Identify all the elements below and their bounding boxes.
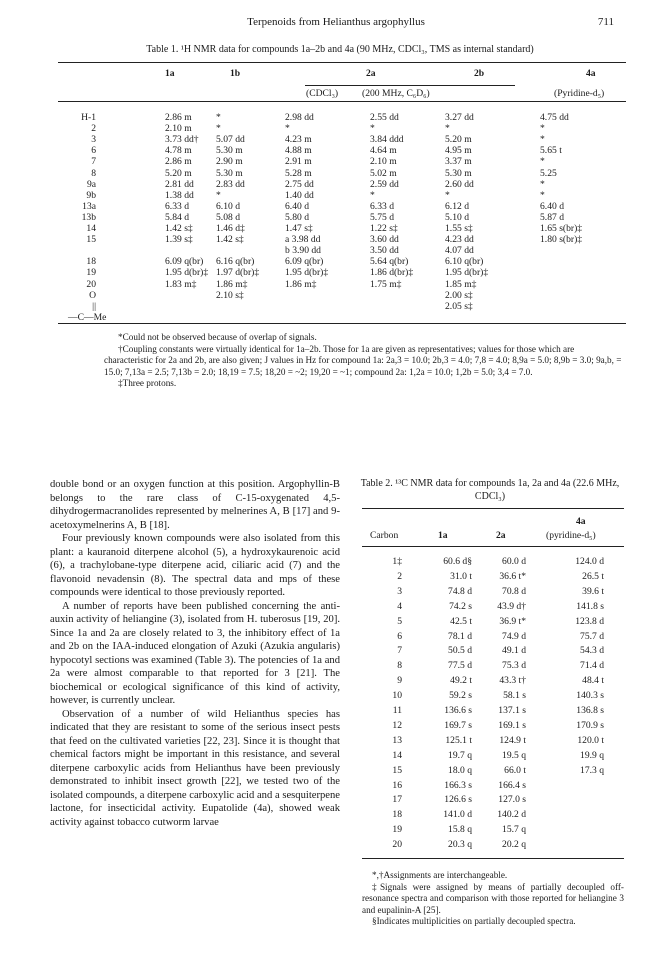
- table1-cell-2a-cdcl3: 1.40 dd: [285, 189, 314, 201]
- table2-cell-4a: 39.6 t: [582, 585, 604, 597]
- table1-cell-label: O: [89, 289, 96, 301]
- table1-cell-label: 7: [91, 156, 96, 168]
- table2-cell-4a: [556, 794, 604, 806]
- table2-cell-1a: 60.6 d§: [443, 556, 472, 567]
- table2-header-1a: 1a: [438, 530, 448, 541]
- table2-cell-1a: 15.8 q: [448, 824, 472, 836]
- table1-cell-2b: 1.95 d(br)‡: [445, 267, 489, 279]
- table2-cell-2a: 166.4 s: [498, 779, 526, 791]
- table1-cell-1b: 1.46 d‡: [216, 223, 245, 234]
- table2-cell-4a: 75.7 d: [580, 630, 604, 642]
- table2-footnote: §Indicates multiplicities on partially decoupled spectra.: [372, 916, 576, 926]
- table1-cell-1b: *: [216, 112, 221, 123]
- table1-cell-2a-cdcl3: 6.09 q(br): [285, 256, 324, 268]
- table1-cell-4a: 1.80 s(br)‡: [540, 234, 583, 246]
- table1-cell-2b: *: [445, 123, 450, 135]
- table1-col-1b: 1b: [230, 68, 241, 79]
- table2-cell-4a: 26.5 t: [582, 570, 604, 582]
- body-text-column: [50, 478, 340, 829]
- body-paragraph: A number of reports have been published concerning the anti-auxin activity of heliangine (3), isolated from H. tuberosus [19, 20]. Since 1a and 2a are closely related to 3, the inhibitory effect of 1a and 2b on the IAA-induced elongation of Azuki (Azukia angularis) hypocotyl sections was examined (Table 3). The potencies of 1a and 2a were almost comparable to that reported for 3 [21]. The biochemical or ecological significance of this kind of activity, however, is currently unclear.: [50, 600, 340, 706]
- table1-cell-label: 20: [86, 278, 96, 290]
- table2-cell-2a: 75.3 d: [502, 660, 526, 672]
- table1-cell-2a-cdcl3: 4.23 m: [285, 134, 312, 146]
- table1-cell-2a-c6d6: 6.33 d: [370, 200, 394, 212]
- table2-cell-4a: 136.8 s: [576, 705, 604, 716]
- table1-cell-2b: 5.30 m: [445, 167, 472, 179]
- table1-cell-1b: *: [216, 123, 221, 135]
- table1-cell-1b: 1.86 m‡: [216, 278, 248, 290]
- table1-cell-2a-cdcl3: 5.80 d: [285, 211, 309, 223]
- table1-cell-1b: 6.10 d: [216, 200, 240, 212]
- table1-cell-1b: 5.07 dd: [216, 134, 245, 146]
- table2-cell-carbon: 13: [392, 734, 402, 746]
- table1-subhead-pyridine: (Pyridine-d₅): [554, 88, 605, 99]
- table2-cell-carbon: 8: [397, 660, 402, 672]
- table2-cell-4a: 19.9 q: [580, 749, 604, 761]
- table1-cell-1a: 2.86 m: [165, 156, 192, 168]
- table1-cell-4a: 5.25: [540, 167, 557, 179]
- table2-cell-carbon: 12: [392, 719, 402, 731]
- table1-cell-label: H-1: [81, 112, 96, 123]
- table1-cell-2b: 4.95 m: [445, 145, 472, 157]
- table2-cell-1a: 20.3 q: [448, 839, 472, 851]
- table2-cell-2a: 20.2 q: [502, 839, 526, 851]
- table2-header-2a: 2a: [496, 530, 506, 541]
- table2-cell-carbon: 2: [397, 570, 402, 582]
- table1-cell-label: 8: [91, 167, 96, 179]
- table2-cell-1a: 136.6 s: [444, 705, 472, 716]
- table1-cell-2a-c6d6: *: [370, 189, 375, 201]
- table2-head-rule: [362, 546, 624, 547]
- table2-cell-4a: 120.0 t: [577, 734, 604, 746]
- table2-cell-2a: 70.8 d: [502, 585, 526, 597]
- table1-cell-label: 19: [86, 267, 96, 279]
- table2-cell-2a: 169.1 s: [498, 719, 526, 731]
- table2-cell-1a: 49.2 t: [450, 675, 472, 687]
- table2-cell-carbon: 15: [392, 764, 402, 776]
- table2-cell-1a: 126.6 s: [444, 794, 472, 806]
- table2-cell-4a: 124.0 d: [575, 556, 604, 567]
- body-paragraph: Four previously known compounds were also isolated from this plant: a kauranoid diterpene alcohol (5), a hydroxykaurenoic acid (6), a trachylobane-type diterpene acid, ciliaric acid (7) and the flavonoid nevadensin (8). The spectral data and mps of these compounds were identical to those previously reported.: [50, 533, 340, 598]
- table2-header-pyridine: (pyridine-d₅): [546, 530, 596, 541]
- table1-cell-1a: 2.86 m: [165, 112, 192, 123]
- table1-cell-2a-c6d6: 2.10 m: [370, 156, 397, 168]
- table1-cell-label: 13b: [81, 211, 96, 223]
- table1-cell-1b: 2.83 dd: [216, 178, 245, 190]
- table1-footnote: ‡Three protons.: [118, 378, 177, 388]
- table1-cell-1a: 6.09 q(br): [165, 256, 204, 268]
- table1-group-rule: [305, 85, 515, 86]
- table1-cell-1b: *: [216, 189, 221, 201]
- table1-cell-1b: 2.10 s‡: [216, 289, 244, 301]
- table1-cell-label: 9a: [86, 178, 96, 190]
- table1-cell-1a: 1.83 m‡: [165, 278, 197, 290]
- table1-cell-2a-cdcl3: 1.95 d(br)‡: [285, 267, 329, 279]
- table1-col-1a: 1a: [165, 68, 175, 79]
- table1-cell-2a-cdcl3: 2.75 dd: [285, 178, 314, 190]
- table1-cell-1a: 1.38 dd: [165, 189, 194, 201]
- table1-cell-2b: 1.85 m‡: [445, 278, 477, 290]
- table2-cell-4a: [556, 809, 604, 821]
- table2-cell-1a: 19.7 q: [448, 749, 472, 761]
- table1-col-2a: 2a: [366, 68, 376, 79]
- table2-header-carbon: Carbon: [370, 530, 399, 541]
- table2-cell-carbon: 11: [392, 705, 402, 716]
- table2-cell-1a: 125.1 t: [445, 734, 472, 746]
- table1-cell-2a-c6d6: 1.22 s‡: [370, 223, 398, 234]
- table2-cell-carbon: 1‡: [392, 556, 402, 567]
- table1-cell-label: [68, 245, 96, 256]
- table1-col-2b: 2b: [474, 68, 485, 79]
- table1-cell-label: 15: [86, 234, 96, 246]
- table2-cell-4a: [556, 824, 604, 836]
- table2-cell-2a: 36.9 t*: [499, 615, 526, 627]
- table1-cell-2a-c6d6: 3.60 dd: [370, 234, 399, 246]
- table2-cell-carbon: 7: [397, 645, 402, 657]
- table1-cell-2a-c6d6: 5.02 m: [370, 167, 397, 179]
- table1-cell-4a: *: [540, 156, 545, 168]
- table1-cell-2a-cdcl3: *: [285, 123, 290, 135]
- table1-subhead-c6d6: (200 MHz, C₆D₆): [362, 88, 430, 99]
- table1-footnote: †Coupling constants were virtually identical for 1a–2b. Those for 1a are given as representatives; values for those which are characteristic for 2a and 2b, are also given; J values in Hz for compound 1a: 2a,3 = 10.0; 2b,3 = 4.0; 7,8 = 4.0; 8,9a = 5.0; 8,9b = 3.0; 9a,b, = 15.0; 7,13a = 2.5; 7,13b = 2.0; 18,19 = 7.5; 18,20 = ~2; 19,20 = ~1; compound 2a: 1,2a = 10.0; 1,2b = 5.0; 3,4 = 7.0.: [104, 343, 622, 377]
- table2-footnote: ‡Signals were assigned by means of partially decoupled off-resonance spectra and comparison with those reported for heliangine 3 and eupalinin-A [25].: [362, 881, 624, 915]
- table1-cell-2a-c6d6: 2.55 dd: [370, 112, 399, 123]
- table1-cell-4a: *: [540, 178, 545, 190]
- table1-cell-label: 13a: [82, 200, 96, 212]
- table1-cell-2b: 5.10 d: [445, 211, 469, 223]
- table2-cell-2a: 66.0 t: [504, 764, 526, 776]
- table2-cell-2a: 74.9 d: [502, 630, 526, 642]
- table2-cell-carbon: 16: [392, 779, 402, 791]
- table1-cell-label: 3: [91, 134, 96, 146]
- table1-cell-4a: *: [540, 189, 545, 201]
- table2-cell-1a: 141.0 d: [443, 809, 472, 821]
- table1-cell-4a: 6.40 d: [540, 200, 564, 212]
- table2-cell-4a: 123.8 d: [575, 615, 604, 627]
- table1-cell-1b: 5.30 m: [216, 145, 243, 157]
- table1-cell-1b: 5.30 m: [216, 167, 243, 179]
- table1-cell-label: —C—Me: [68, 311, 107, 323]
- table1-cell-2b: 2.60 dd: [445, 178, 474, 190]
- table2-cell-1a: 31.0 t: [450, 570, 472, 582]
- table1-cell-2a-c6d6: 5.75 d: [370, 211, 394, 223]
- table2-cell-1a: 42.5 t: [450, 615, 472, 627]
- table1-cell-4a: 4.75 dd: [540, 112, 569, 123]
- table1-cell-2b: 1.55 s‡: [445, 223, 473, 234]
- table1-cell-2a-cdcl3: 4.88 m: [285, 145, 312, 157]
- table2-cell-4a: 170.9 s: [576, 719, 604, 731]
- table1-cell-1a: 4.78 m: [165, 145, 192, 157]
- table1-top-rule: [58, 62, 626, 63]
- table1-cell-label: ||: [92, 300, 96, 312]
- table2-cell-4a: 48.4 t: [582, 675, 604, 687]
- table2-footnotes: [362, 870, 624, 928]
- table1-cell-1a: 2.10 m: [165, 123, 192, 135]
- table1-cell-2a-cdcl3: b 3.90 dd: [285, 245, 321, 257]
- table2-cell-1a: 78.1 d: [448, 630, 472, 642]
- table2-cell-carbon: 18: [392, 809, 402, 821]
- table1-cell-label: 2: [91, 123, 96, 135]
- table1-cell-2b: *: [445, 189, 450, 201]
- table1-cell-1b: 5.08 d: [216, 211, 240, 223]
- table2-cell-carbon: 9: [397, 675, 402, 687]
- table1-cell-2b: 5.20 m: [445, 134, 472, 146]
- table1-cell-1b: 1.42 s‡: [216, 234, 244, 246]
- table2-cell-2a: 140.2 d: [497, 809, 526, 821]
- table2-cell-1a: 18.0 q: [448, 764, 472, 776]
- table1-body: [0, 112, 672, 322]
- table2-cell-4a: [556, 839, 604, 851]
- table2-cell-1a: 169.7 s: [444, 719, 472, 731]
- table2-cell-2a: 127.0 s: [498, 794, 526, 806]
- table1-footnotes: [104, 332, 624, 390]
- table2-cell-2a: 43.3 t†: [499, 675, 526, 687]
- table1-cell-2a-cdcl3: 1.47 s‡: [285, 223, 313, 234]
- table1-cell-2a-c6d6: 5.64 q(br): [370, 256, 409, 268]
- table1-col-4a: 4a: [586, 68, 596, 79]
- table1-cell-2a-cdcl3: 1.86 m‡: [285, 278, 317, 290]
- table1-cell-label: 18: [86, 256, 96, 268]
- table1-cell-1a: 1.42 s‡: [165, 223, 193, 234]
- table2-cell-carbon: 6: [397, 630, 402, 642]
- table1-head-rule: [58, 101, 626, 102]
- table1-footnote: *Could not be observed because of overlap of signals.: [118, 332, 317, 342]
- table2-cell-4a: 140.3 s: [576, 690, 604, 702]
- table1-cell-2b: 3.27 dd: [445, 112, 474, 123]
- table1-cell-2a-c6d6: 1.75 m‡: [370, 278, 402, 290]
- table1-caption: Table 1. ¹H NMR data for compounds 1a–2b and 4a (90 MHz, CDCl₃, TMS as internal standard): [146, 44, 534, 55]
- table1-cell-1a: 1.39 s‡: [165, 234, 193, 246]
- body-paragraph: Observation of a number of wild Helianthus species has indicated that they are resistant to some of the serious insect pests that feed on the cultivated varieties [22, 23]. Since it is thought that chemical factors might be important in this resistance, and several diterpene carboxylic acids from Helianthus have been previously demonstrated to inhibit insect growth [22], we tested two of the isolated compounds, a diterpene carboxylic acid and a sesquiterpene lactone, for insecticidal activity. Eupatolide (4a), showed weak activity against tobacco cutworm larvae: [50, 708, 340, 828]
- table1-cell-2a-cdcl3: a 3.98 dd: [285, 234, 321, 246]
- table2-cell-1a: 74.2 s: [449, 600, 472, 612]
- table2-cell-2a: 137.1 s: [498, 705, 526, 716]
- table2-cell-1a: 77.5 d: [448, 660, 472, 672]
- table1-cell-2a-cdcl3: 6.40 d: [285, 200, 309, 212]
- table1-cell-4a: 1.65 s(br)‡: [540, 223, 583, 234]
- table1-cell-1a: 6.33 d: [165, 200, 189, 212]
- table2-cell-2a: 124.9 t: [499, 734, 526, 746]
- table1-cell-4a: *: [540, 134, 545, 146]
- table2-cell-4a: [556, 780, 604, 792]
- table1-cell-2a-c6d6: 3.50 dd: [370, 245, 399, 257]
- table1-cell-label: 6: [91, 145, 96, 157]
- table2-cell-carbon: 4: [397, 600, 402, 612]
- table1-cell-2b: 6.12 d: [445, 200, 469, 212]
- table1-cell-1b: 6.16 q(br): [216, 256, 255, 268]
- table2-bottom-rule: [362, 858, 624, 859]
- table1-cell-2a-cdcl3: 5.28 m: [285, 167, 312, 179]
- table1-cell-4a: 5.87 d: [540, 211, 564, 223]
- running-head-title: Terpenoids from Helianthus argophyllus: [247, 16, 425, 28]
- table2-cell-2a: 43.9 d†: [497, 600, 526, 612]
- table2-cell-carbon: 3: [397, 585, 402, 597]
- table1-cell-2a-c6d6: 4.64 m: [370, 145, 397, 157]
- page-number: 711: [597, 16, 614, 28]
- table1-cell-label: 14: [86, 223, 96, 234]
- table2-cell-carbon: 20: [392, 839, 402, 851]
- table1-cell-1b: 2.90 m: [216, 156, 243, 168]
- table2-caption: Table 2. ¹³C NMR data for compounds 1a, 2a and 4a (22.6 MHz, CDCl₃): [360, 478, 620, 502]
- table1-cell-4a: *: [540, 123, 545, 135]
- table2-cell-1a: 166.3 s: [444, 779, 472, 791]
- table1-cell-2b: 3.37 m: [445, 156, 472, 168]
- table2-cell-2a: 58.1 s: [503, 690, 526, 702]
- table2-top-rule: [362, 508, 624, 509]
- table2-cell-carbon: 5: [397, 615, 402, 627]
- table1-cell-2b: 6.10 q(br): [445, 256, 484, 268]
- table1-cell-1a: 5.84 d: [165, 211, 189, 223]
- table2-cell-carbon: 17: [392, 794, 402, 806]
- table2-cell-1a: 74.8 d: [448, 585, 472, 597]
- table1-cell-1a: 1.95 d(br)‡: [165, 267, 209, 279]
- table1-cell-1a: 2.81 dd: [165, 178, 194, 190]
- table2-cell-4a: 71.4 d: [580, 660, 604, 672]
- table1-cell-2a-cdcl3: 2.91 m: [285, 156, 312, 168]
- table1-cell-2a-c6d6: 3.84 ddd: [370, 134, 404, 146]
- table1-cell-2b: 4.23 dd: [445, 234, 474, 246]
- table2-cell-1a: 59.2 s: [449, 690, 472, 702]
- table2-cell-4a: 141.8 s: [576, 600, 604, 612]
- table1-cell-2b: 2.05 s‡: [445, 300, 473, 312]
- table2-cell-2a: 36.6 t*: [499, 570, 526, 582]
- table1-cell-1b: 1.97 d(br)‡: [216, 267, 260, 279]
- table1-cell-label: 9b: [86, 189, 96, 201]
- table1-cell-2a-cdcl3: 2.98 dd: [285, 112, 314, 123]
- table2-cell-2a: 19.5 q: [502, 749, 526, 761]
- table2-cell-carbon: 10: [392, 690, 402, 702]
- body-paragraph: double bond or an oxygen function at this position. Argophyllin-B belongs to the rare class of C-15-oxygenated 4,5-dihydrogermacranolides represented by melnerines A, B [17] and 9-acetoxymelnerins A, B [18].: [50, 479, 340, 531]
- table1-cell-2b: 2.00 s‡: [445, 289, 473, 301]
- table2-cell-2a: 49.1 d: [502, 645, 526, 657]
- table1-cell-1a: 5.20 m: [165, 167, 192, 179]
- table2-cell-1a: 50.5 d: [448, 645, 472, 657]
- table1-bottom-rule: [58, 323, 626, 324]
- table2-cell-4a: 54.3 d: [580, 645, 604, 657]
- table1-cell-4a: 5.65 t: [540, 145, 562, 157]
- table2-cell-2a: 15.7 q: [502, 824, 526, 836]
- table2-cell-carbon: 19: [392, 824, 402, 836]
- table2-cell-carbon: 14: [392, 749, 402, 761]
- table1-cell-2b: 4.07 dd: [445, 245, 474, 257]
- table1-cell-2a-c6d6: *: [370, 123, 375, 135]
- table1-subhead-cdcl3: (CDCl₃): [306, 88, 339, 99]
- table1-cell-2a-c6d6: 1.86 d(br)‡: [370, 267, 414, 279]
- table2-footnote: *,†Assignments are interchangeable.: [372, 870, 508, 880]
- table1-cell-2a-c6d6: 2.59 dd: [370, 178, 399, 190]
- table2-cell-4a: 17.3 q: [580, 764, 604, 776]
- table2-header-4a: 4a: [576, 516, 586, 527]
- table2-cell-2a: 60.0 d: [502, 556, 526, 567]
- table1-cell-1a: 3.73 dd†: [165, 134, 199, 146]
